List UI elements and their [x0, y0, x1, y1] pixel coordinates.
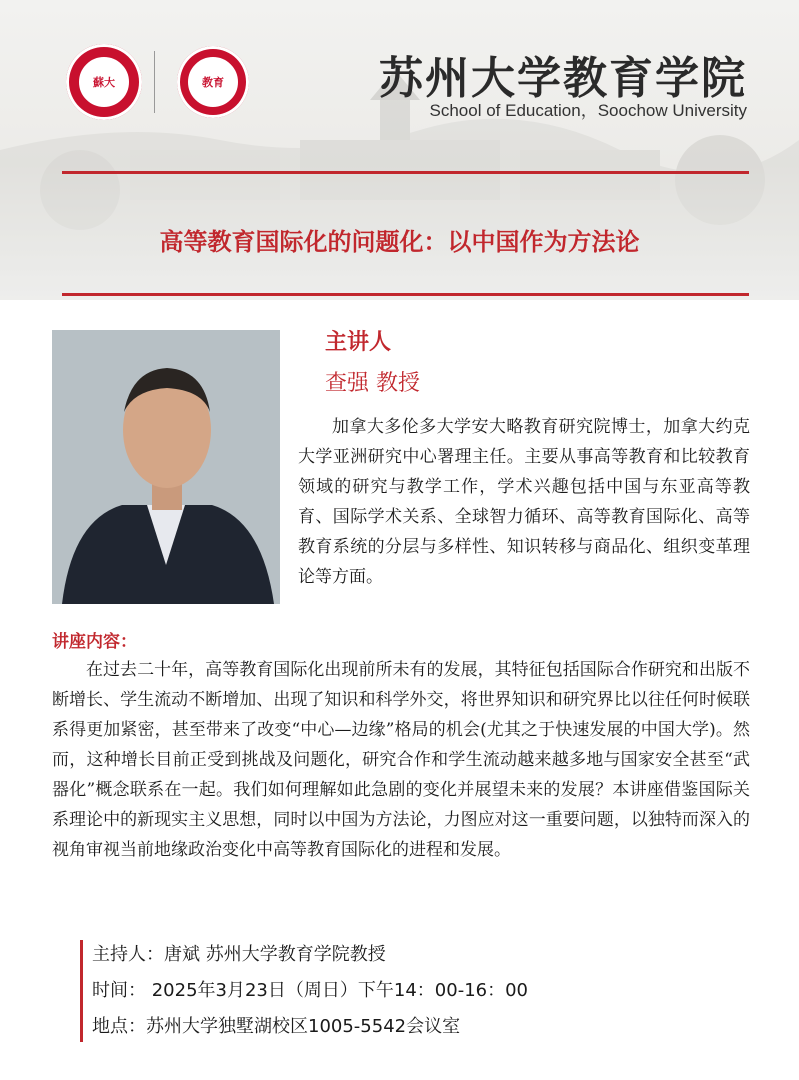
host-info: 主持人：唐斌 苏州大学教育学院教授	[92, 944, 386, 965]
lecture-title: 高等教育国际化的问题化：以中国作为方法论	[159, 228, 640, 256]
bottom-divider	[62, 293, 749, 296]
speaker-bio: 加拿大多伦多大学安大略教育研究院博士，加拿大约克大学亚洲研究中心署理主任。主要从事高等教育和比较教育领域的研究与教学工作，学术兴趣包括中国与东亚高等教育、国际学术关系、全球智力循环、高等教育国际化、高等教育系统的分层与多样性、知识转移与商品化、组织变革理论等方面。	[298, 417, 750, 587]
soochow-university-seal-logo	[66, 44, 142, 120]
school-name-english: School of Education，Soochow University	[429, 101, 747, 120]
seal-inner-text: 蘇大	[77, 55, 131, 109]
school-of-education-logo	[177, 46, 249, 118]
info-accent-bar	[80, 940, 83, 1042]
school-logo-inner-text: 教育	[186, 55, 240, 109]
speaker-photo	[52, 330, 280, 604]
speaker-portrait-image	[52, 330, 280, 604]
top-divider	[62, 171, 749, 174]
lecture-content-body: 在过去二十年，高等教育国际化出现前所未有的发展，其特征包括国际合作研究和出版不断增长、学生流动不断增加、出现了知识和科学外交，将世界知识和研究界比以往任何时候联系得更加紧密，甚至带来了改变“中心—边缘”格局的机会(尤其之于快速发展的中国大学)。然而，这种增长目前正受到挑战及问题化，研究合作和学生流动越来越多地与国家安全甚至“武器化”概念联系在一起。我们如何理解如此急剧的变化并展望未来的发展？本讲座借鉴国际关系理论中的新现实主义思想，同时以中国为方法论，力图应对这一重要问题，以独特而深入的视角审视当前地缘政治变化中高等教育国际化的进程和发展。	[52, 660, 750, 860]
speaker-label: 主讲人	[325, 330, 392, 355]
lecture-content-label: 讲座内容：	[52, 632, 137, 652]
school-name-chinese: 苏州大学教育学院	[379, 53, 747, 104]
speaker-name: 查强 教授	[325, 371, 420, 396]
logo-group	[66, 44, 249, 120]
time-info: 时间： 2025年3月23日（周日）下午14：00-16：00	[92, 980, 528, 1001]
logo-divider	[154, 51, 155, 113]
location-info: 地点：苏州大学独墅湖校区1005-5542会议室	[92, 1016, 461, 1037]
